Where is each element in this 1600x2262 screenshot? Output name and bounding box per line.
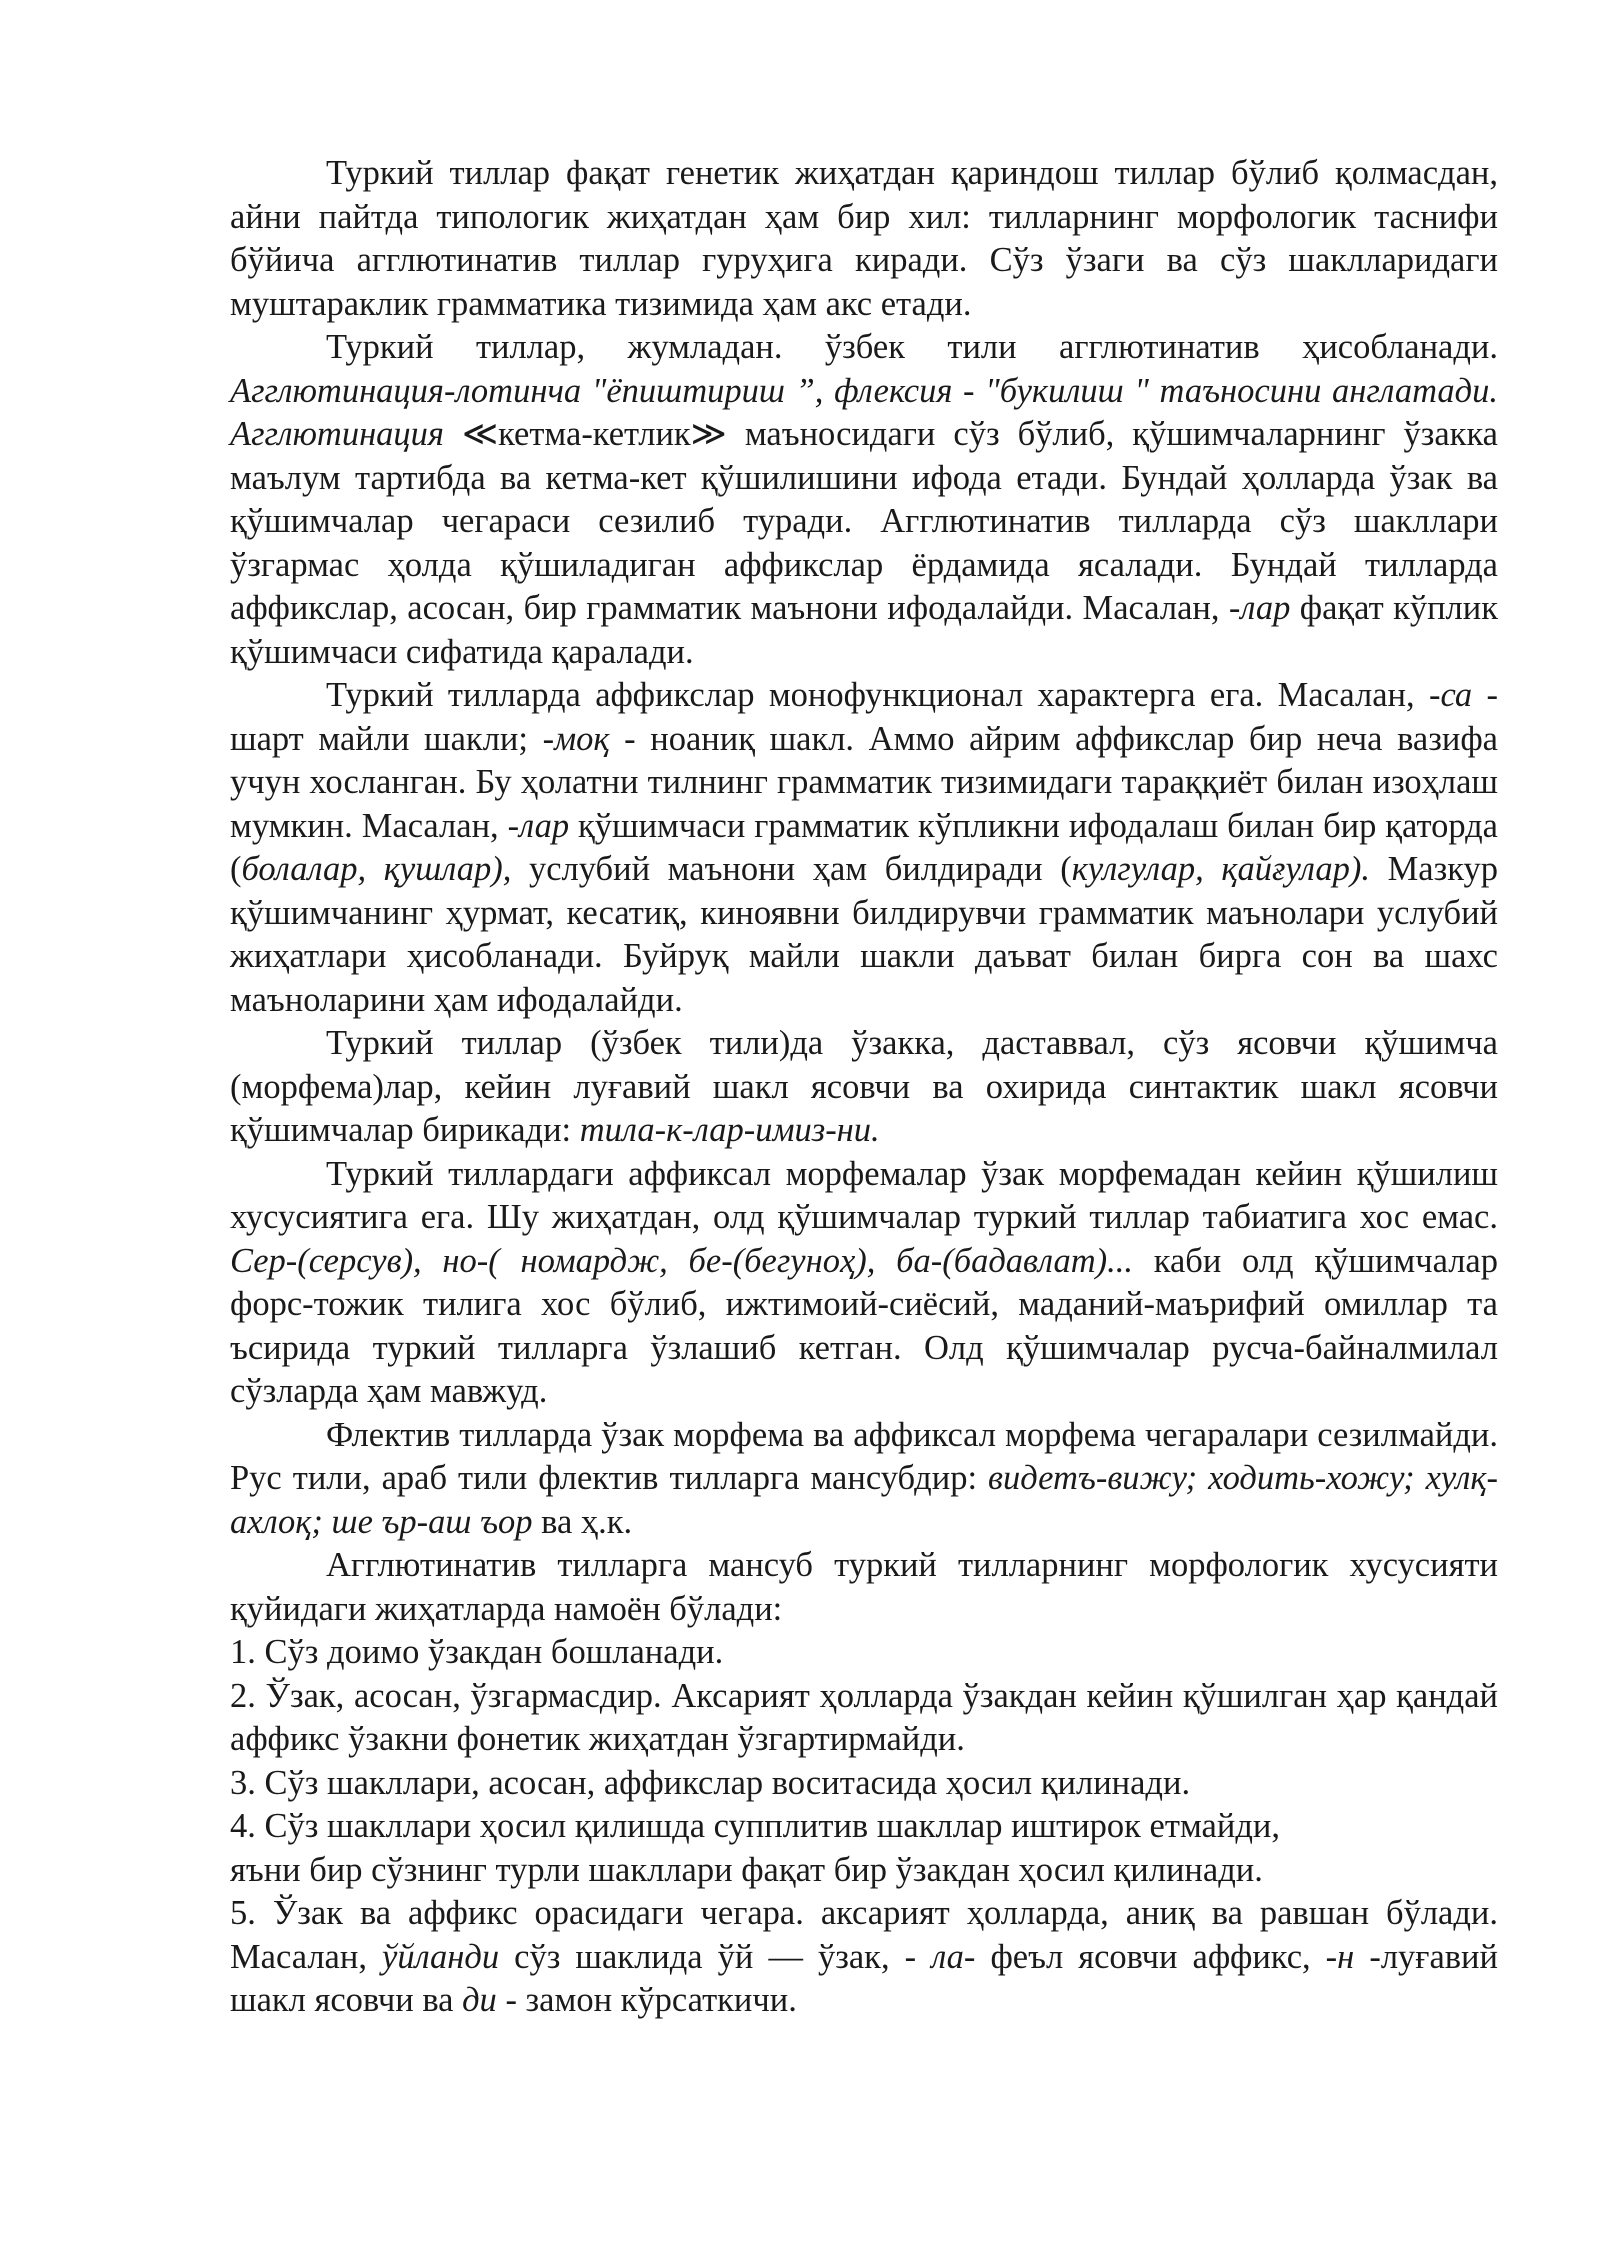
text-segment: ва ҳ.к. — [532, 1502, 633, 1541]
paragraph — [230, 1022, 1498, 1153]
list-item — [230, 1762, 1498, 1806]
paragraph — [230, 674, 1498, 1022]
text-segment: 4. Сўз шакллари ҳосил қилишда супплитив шакллар иштирок етмайди, — [230, 1807, 1280, 1845]
text-segment: 1. Сўз доимо ўзакдан бошланади. — [230, 1633, 724, 1671]
list-item — [230, 1805, 1498, 1849]
list-item — [230, 1892, 1498, 2023]
text-segment: 3. Сўз шакллари, асосан, аффикслар воситасида ҳосил қилинади. — [230, 1763, 1191, 1802]
feature-list — [230, 1631, 1498, 2023]
text-segment: каби олд қўшимчалар форс-тожик тилига хос бўлиб, ижтимоий-сиёсий, маданий-маърифий омиллар та ъсирида туркий тилларга ўзлашиб кетган. Олд қўшимчалар русча-байналмилал сўзларда ҳам мавжуд. — [230, 1241, 1498, 1410]
italic-text-segment: Агглютинация-лотинча "ёпиштириш ”, флексия - "букилиш " таъносини англатади. Агглютинация — [230, 371, 1498, 453]
text-segment: - замон кўрсаткичи. — [496, 1981, 797, 2019]
text-segment: сўз шаклида ўй — ўзак, - — [499, 1937, 932, 1976]
text-segment: Агглютинатив тилларга мансуб туркий тилларнинг морфологик хусусияти қуйидаги жиҳатларда намоён бўлади: — [230, 1546, 1498, 1628]
list-item — [230, 1849, 1498, 1893]
italic-text-segment: ўйланди — [382, 1937, 500, 1976]
text-segment: Туркий тилларда аффикслар монофункционал характерга ега. Масалан, — [326, 676, 1429, 714]
text-segment: феъл ясовчи аффикс, - — [975, 1937, 1338, 1976]
italic-text-segment: Сер-(серсув), но-( номардж, бе-(бегуноҳ), ба-(бадавлат)... — [230, 1241, 1133, 1280]
italic-text-segment: видетъ-вижу; ходить-хожу; хулқ-ахлоқ; ше ър-аш ъор — [230, 1459, 1498, 1541]
text-segment: ≪кетма-кетлик≫ маъносидаги сўз бўлиб, қўшимчаларнинг ўзакка маълум тартибда ва кетма-кет қўшилишини ифода етади. Бундай ҳолларда ўзак ва қўшимчалар чегараси сезилиб туради. Агглютинатив тилларда сўз шакллари ўзгармас ҳолда қўшиладиган аффикслар ёрдамида ясалади. Бундай тилларда аффикслар, асосан, бир грамматик маънони ифодалайди. Масалан, — [230, 415, 1498, 627]
paragraph — [230, 1544, 1498, 1631]
italic-text-segment: кулгулар, қайғулар). — [1071, 850, 1370, 888]
italic-text-segment: -моқ — [542, 719, 610, 758]
text-segment: - шарт майли шакли; — [230, 676, 1498, 758]
list-item — [230, 1675, 1498, 1762]
text-segment: 5. Ўзак ва аффикс орасидаги чегара. аксарият ҳолларда, аниқ ва равшан бўлади. Масалан, — [230, 1894, 1498, 1976]
paragraph — [230, 326, 1498, 674]
italic-text-segment: -са — [1428, 676, 1473, 714]
text-segment: Туркий тиллар фақат генетик жиҳатдан қариндош тиллар бўлиб қолмасдан, айни пайтда типологик жиҳатдан ҳам бир хил: тилларнинг морфологик таснифи бўйича агглютинатив тиллар гуруҳига киради. Сўз ўзаги ва сўз шаклларидаги муштараклик грамматика тизимида ҳам акс етади. — [230, 154, 1498, 323]
text-segment: яъни бир сўзнинг турли шакллари фақат бир ўзакдан ҳосил қилинади. — [230, 1850, 1263, 1889]
italic-text-segment: болалар, қушлар), — [241, 850, 512, 888]
text-segment: - ноаниқ шакл. Аммо айрим аффикслар бир неча вазифа учун хосланган. Бу ҳолатни тилнинг грамматик тизимидаги тараққиёт билан изоҳлаш мумкин. Масалан, — [230, 719, 1498, 845]
text-segment: Мазкур қўшимчанинг ҳурмат, кесатиқ, киноявни билдирувчи грамматик маънолари услубий жиҳатлари ҳисобланади. Буйруқ майли шакли даъват билан бирга сон ва шахс маъноларини ҳам ифодалайди. — [230, 850, 1498, 1019]
text-segment: -луғавий шакл ясовчи ва — [230, 1937, 1498, 2019]
text-segment: Туркий тиллар (ўзбек тили)да ўзакка, даставвал, сўз ясовчи қўшимча (морфема)лар, кейин луғавий шакл ясовчи ва охирида синтактик шакл ясовчи қўшимчалар бирикади: — [230, 1024, 1498, 1149]
text-segment: 2. Ўзак, асосан, ўзгармасдир. Аксарият ҳолларда ўзакдан кейин қўшилган ҳар қандай аффикс ўзакни фонетик жиҳатдан ўзгартирмайди. — [230, 1676, 1498, 1758]
italic-text-segment: ди — [462, 1981, 497, 2019]
paragraph — [230, 1414, 1498, 1545]
italic-text-segment: тила-к-лар-имиз-ни. — [579, 1111, 880, 1149]
italic-text-segment: н — [1337, 1937, 1355, 1976]
text-segment: фақат кўплик қўшимчаси сифатида қаралади. — [230, 589, 1498, 671]
text-segment: услубий маънони ҳам билдиради ( — [511, 850, 1072, 888]
italic-text-segment: -лар — [507, 806, 570, 845]
paragraph — [230, 1153, 1498, 1414]
text-segment: Туркий тиллар, жумладан. ўзбек тили агглютинатив ҳисобланади. — [326, 328, 1498, 366]
body-paragraphs — [230, 152, 1498, 1631]
text-segment: Туркий тиллардаги аффиксал морфемалар ўзак морфемадан кейин қўшилиш хусусиятига ега. Шу жиҳатдан, олд қўшимчалар туркий тиллар табиатига хос емас. — [230, 1154, 1498, 1236]
document-page — [230, 152, 1498, 2023]
text-segment: Флектив тилларда ўзак морфема ва аффиксал морфема чегаралари сезилмайди. Рус тили, араб тили флектив тилларга мансубдир: — [230, 1415, 1498, 1497]
paragraph — [230, 152, 1498, 326]
italic-text-segment: ла- — [931, 1937, 976, 1976]
text-segment: қўшимчаси грамматик кўпликни ифодалаш билан бир қаторда ( — [230, 806, 1498, 888]
italic-text-segment: -лар — [1228, 589, 1291, 627]
list-item — [230, 1631, 1498, 1675]
